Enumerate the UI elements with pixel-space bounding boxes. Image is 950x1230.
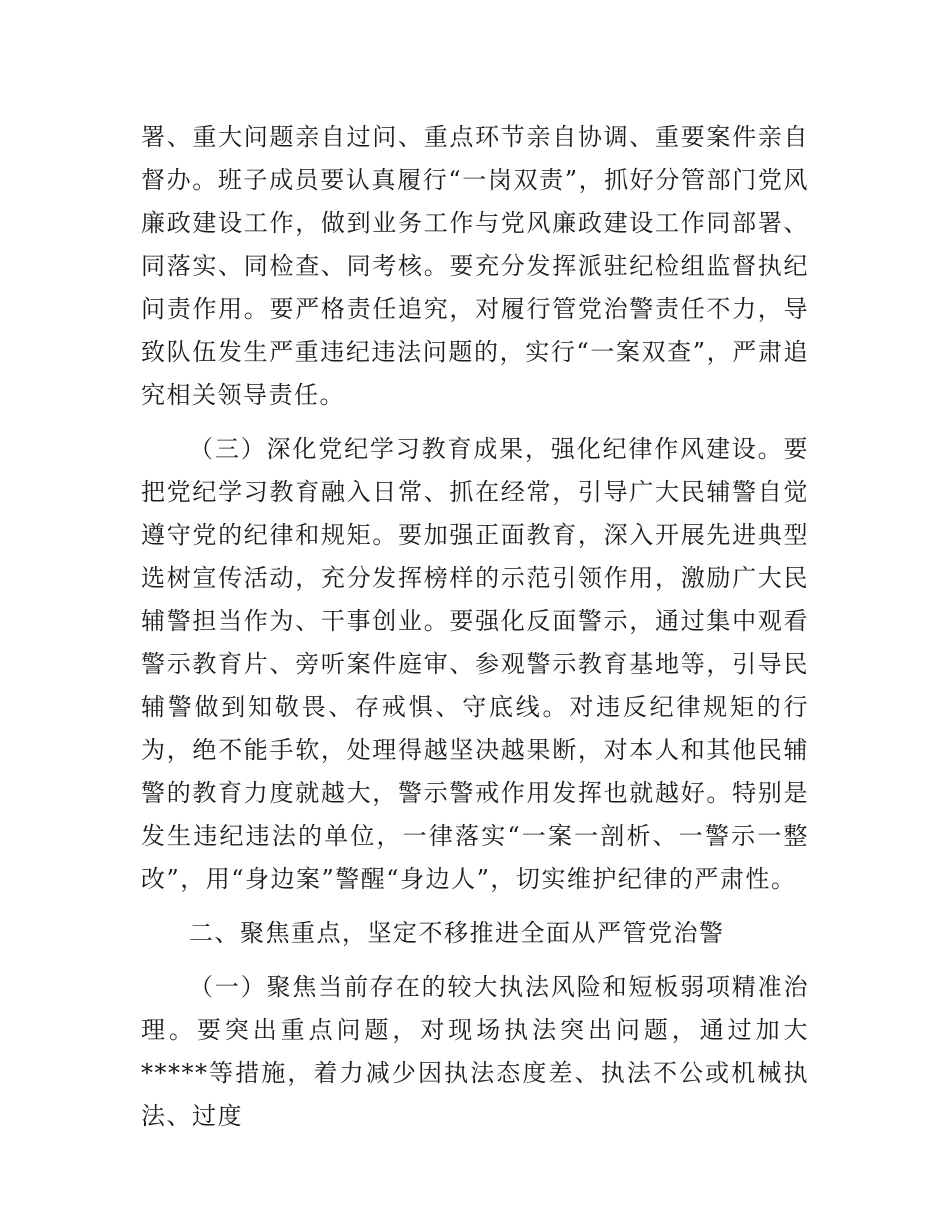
section-heading-two: 二、聚焦重点，坚定不移推进全面从严管党治警 xyxy=(189,919,725,947)
document-body xyxy=(141,116,809,1138)
paragraph-subsection-one: （一）聚焦当前存在的较大执法风险和短板弱项精准治理。要突出重点问题，对现场执法突出问题，通过加大*****等措施，着力减少因执法态度差、执法不公或机械执法、过度 xyxy=(141,973,809,1130)
paragraph-section-three: （三）深化党纪学习教育成果，强化纪律作风建设。要把党纪学习教育融入日常、抓在经常，引导广大民辅警自觉遵守党的纪律和规矩。要加强正面教育，深入开展先进典型选树宣传活动，充分发挥榜样的示范引领作用，激励广大民辅警担当作为、干事创业。要强化反面警示，通过集中观看警示教育片、旁听案件庭审、参观警示教育基地等，引导民辅警做到知敬畏、存戒惧、守底线。对违反纪律规矩的行为，绝不能手软，处理得越坚决越果断，对本人和其他民辅警的教育力度就越大，警示警戒作用发挥也就越好。特别是发生违纪违法的单位，一律落实“一案一剖析、一警示一整改”，用“身边案”警醒“身边人”，切实维护纪律的严肃性。 xyxy=(141,435,809,893)
paragraph-continuation: 署、重大问题亲自过问、重点环节亲自协调、重要案件亲自督办。班子成员要认真履行“一岗双责”，抓好分管部门党风廉政建设工作，做到业务工作与党风廉政建设工作同部署、同落实、同检查、同考核。要充分发挥派驻纪检组监督执纪问责作用。要严格责任追究，对履行管党治警责任不力，导致队伍发生严重违纪违法问题的，实行“一案双查”，严肃追究相关领导责任。 xyxy=(141,123,809,409)
